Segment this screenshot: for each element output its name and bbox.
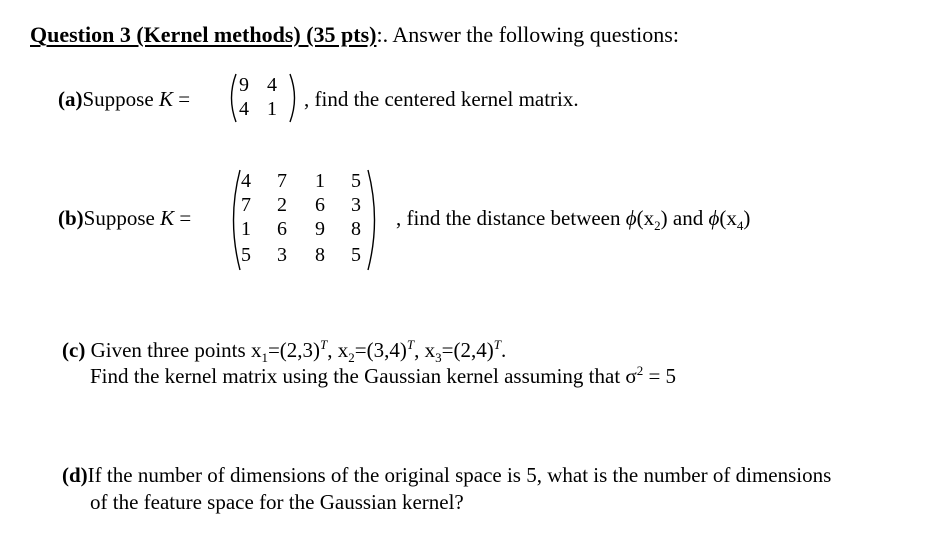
part-c-line2-text: Find the kernel matrix using the Gaussian kernel assuming that σ: [90, 364, 637, 388]
part-b-arg1: (x: [636, 206, 655, 230]
part-a-suffix: , find the centered kernel matrix.: [304, 87, 579, 111]
matrix-b-cell: 5: [351, 170, 361, 192]
right-paren-icon: [366, 168, 382, 272]
period: .: [500, 338, 507, 362]
part-a-prefix: Suppose: [82, 87, 159, 111]
matrix-b-cell: 4: [241, 170, 251, 192]
subscript: 4: [736, 218, 744, 234]
point-1: =(2,3): [267, 338, 321, 362]
point-3: =(2,4): [441, 338, 494, 362]
part-c-line1: [62, 337, 507, 366]
part-d-line1-text: If the number of dimensions of the original space is 5, what is the number of dimensions: [87, 463, 832, 487]
matrix-b: [226, 168, 386, 272]
matrix-a-cell: 1: [267, 98, 277, 120]
part-b-var: K: [160, 206, 175, 230]
matrix-b-cell: 7: [241, 194, 251, 216]
matrix-b-cell: 5: [351, 244, 361, 266]
matrix-b-cell: 3: [277, 244, 287, 266]
matrix-b-cell: 8: [315, 244, 325, 266]
matrix-b-cell: 6: [315, 194, 325, 216]
part-a-eq: =: [172, 87, 191, 111]
superscript: 2: [636, 363, 644, 378]
part-d-line1: [62, 463, 831, 488]
matrix-b-cell: 1: [241, 218, 251, 240]
part-a-text-left: [58, 87, 190, 112]
part-a-label: (a): [58, 87, 83, 111]
point-2: =(3,4): [354, 338, 407, 362]
phi-symbol: ϕ: [708, 206, 720, 230]
matrix-b-cell: 2: [277, 194, 287, 216]
part-b-suffix: [396, 206, 751, 234]
subscript: 3: [435, 350, 442, 366]
matrix-a-cell: 4: [239, 98, 249, 120]
part-c-label: (c): [62, 338, 86, 362]
transpose-sup: T: [406, 337, 415, 352]
matrix-b-cell: 5: [241, 244, 251, 266]
part-c-text: Given three points x: [85, 338, 262, 362]
part-b-close: ): [660, 206, 668, 230]
transpose-sup: T: [493, 337, 501, 352]
part-c-line2: [90, 364, 676, 389]
matrix-b-cell: 8: [351, 218, 361, 240]
separator: , x: [327, 338, 349, 362]
matrix-a: [226, 72, 302, 124]
matrix-b-cell: 3: [351, 194, 361, 216]
subscript: 1: [261, 350, 268, 366]
part-b-close2: ): [743, 206, 751, 230]
matrix-a-cell: 9: [239, 74, 249, 96]
right-paren-icon: [288, 72, 300, 124]
question-heading: [30, 22, 679, 48]
part-c-line2-end: = 5: [643, 364, 677, 388]
matrix-b-cell: 6: [277, 218, 287, 240]
part-b-text-left: [58, 206, 191, 231]
phi-symbol: ϕ: [625, 206, 637, 230]
subscript: 2: [654, 218, 661, 234]
matrix-b-cell: 1: [315, 170, 325, 192]
part-b-prefix: Suppose: [83, 206, 161, 230]
question-title: Question 3 (Kernel methods) (35 pts): [30, 22, 377, 47]
part-d-line2: of the feature space for the Gaussian kernel?: [90, 490, 464, 514]
subscript: 2: [348, 350, 355, 366]
separator: , x: [414, 338, 436, 362]
matrix-a-cell: 4: [267, 74, 277, 96]
matrix-b-cell: 9: [315, 218, 325, 240]
part-b-label: (b): [58, 206, 84, 230]
part-b-and: and: [667, 206, 709, 230]
part-d-label: (d): [62, 463, 88, 487]
matrix-b-cell: 7: [277, 170, 287, 192]
part-b-arg2: (x: [719, 206, 737, 230]
part-a-var: K: [158, 87, 173, 111]
transpose-sup: T: [320, 337, 328, 352]
part-b-eq: =: [174, 206, 192, 230]
question-instruction: :. Answer the following questions:: [376, 22, 679, 47]
part-b-suffix-text: , find the distance between: [396, 206, 626, 230]
